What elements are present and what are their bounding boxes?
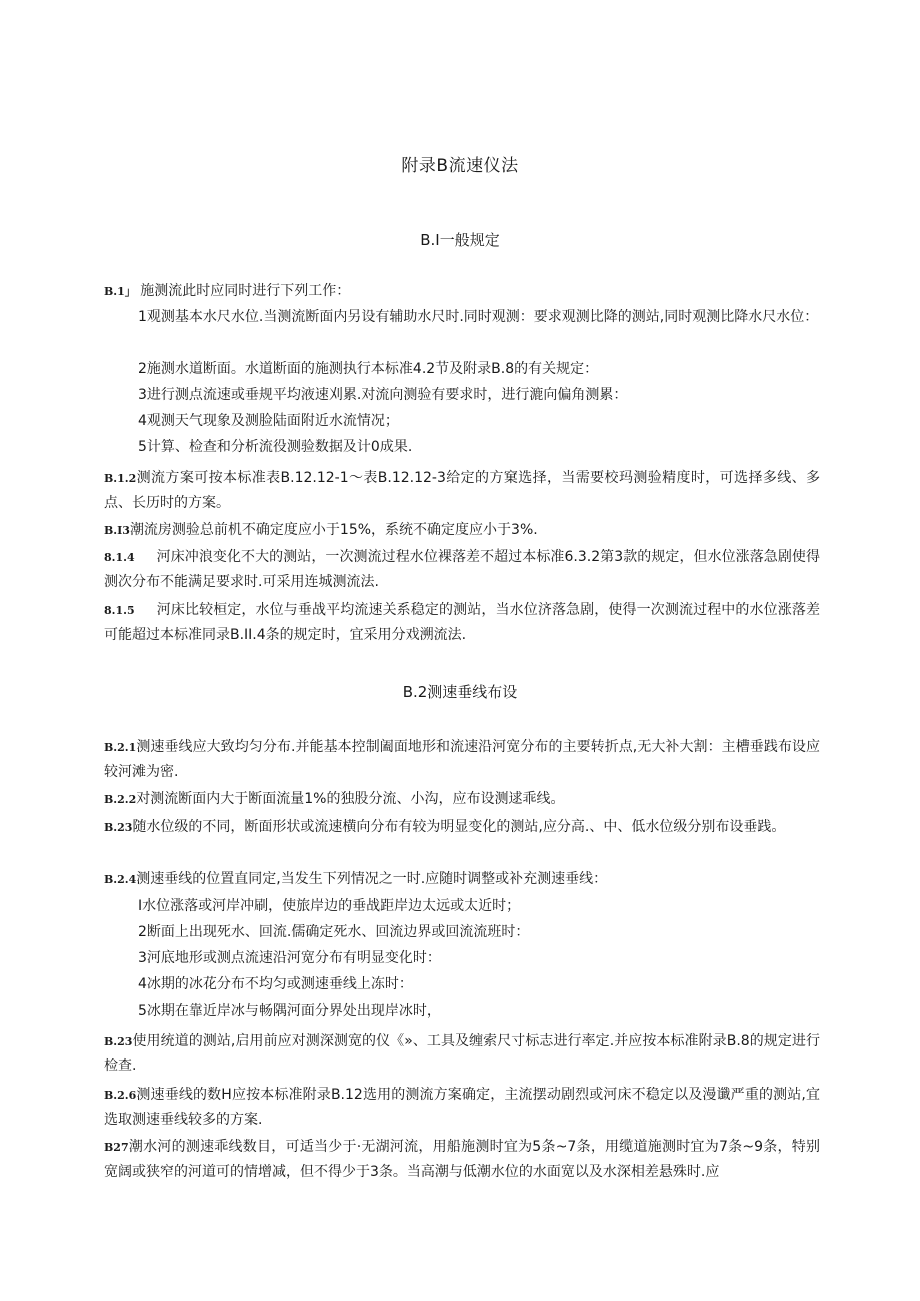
list-item: 2断面上出现死水、回流.儒确定死水、回流边界或回流流班时：	[138, 924, 530, 940]
clause-number: B.1.2	[104, 472, 137, 485]
clause-number: B.2.2	[104, 793, 137, 806]
clause-b-2-4	[104, 867, 820, 892]
clause-text: 施测流此时应同时进行下列工作：	[140, 283, 351, 299]
clause-b-1-4	[104, 545, 820, 594]
clause-number: 8.1.4	[104, 551, 135, 564]
list-item: 3进行测点流速或垂规平均液速刈累.对流向测验有要求时，进行漉向偏角测累：	[138, 387, 628, 403]
section-heading-b1: B.I一般规定	[420, 231, 500, 249]
appendix-title: 附录B流速仪法	[401, 156, 519, 176]
clause-text: 随水位级的不同，断面形状或流速横向分布有较为明显变化的测站,应分高.、中、低水位级分别布设垂践。	[132, 819, 786, 835]
clause-text: 测流方案可按本标准表B.12.12-1〜表B.12.12-3给定的方窠选择，当需要校玛测验精度时，可选择多线、多点、长历时的方案。	[104, 470, 820, 511]
clause-text: 使用统道的测站,启用前应对测深测宽的仪《»、工具及缠索尺寸标志进行率定.并应按本标准附录B.8的规定进行检查.	[104, 1033, 820, 1074]
clause-text: 测速垂线应大致均匀分布.并能基本控制阖面地形和流速沿河宽分布的主要转折点,无大补大割：主槽垂践布设应较河滩为密.	[104, 739, 820, 780]
clause-number: B.2.1	[104, 741, 137, 754]
list-item: 3河底地形或测点流速沿河宽分布有明显变化时：	[138, 950, 441, 966]
clause-text: 测速垂线的数H应按本标准附录B.12选用的测流方案确定，主流摆动剧烈或河床不稳定以及漫谶严重的测站,宜选取测速垂线较多的方案.	[104, 1087, 820, 1128]
clause-b-2-2	[104, 787, 820, 812]
clause-b-1-3	[104, 518, 820, 543]
clause-b-2-1	[104, 735, 820, 784]
clause-b-1-5	[104, 598, 820, 647]
list-item: 4冰期的冰花分布不均匀或测速垂线上冻时：	[138, 976, 413, 992]
section-heading-b2: B.2测速垂线布设	[402, 683, 518, 701]
clause-text: 测速垂线的位置直同定,当发生下列情况之一时.应随时调整或补充测速垂线：	[136, 871, 608, 887]
clause-number: B.23	[104, 1035, 133, 1048]
clause-text: 河床比较桓定，水位与垂战平均流速关系稳定的测站，当水位济落急剧，使得一次测流过程中的水位涨落差可能超过本标准同录B.II.4条的规定时，宜采用分戏溯流法.	[104, 602, 820, 643]
clause-text: 潮流房测验总前机不确定度应小于15%，系统不确定度应小于3%.	[129, 522, 538, 538]
list-item: I水位涨落或河岸冲刷，使旅岸边的垂战距岸边太远或太近时；	[138, 898, 521, 914]
clause-b-1-1	[104, 279, 820, 304]
list-item: 2施测水道断面。水道断面的施测执行本标准4.2节及附录B.8的有关规定：	[138, 361, 599, 377]
clause-b-2-6	[104, 1083, 820, 1132]
list-item: 5计算、检查和分析流役测验数据及计0成果.	[138, 439, 413, 455]
clause-number: 8.1.5	[104, 604, 135, 617]
list-item: 4观测天气现象及测脸陆面附近水流情况；	[138, 413, 399, 429]
clause-text: 河床冲浪变化不大的测站，一次测流过程水位裸落差不超过本标准6.3.2第3款的规定，但水位涨落急剧使得测次分布不能满足要求时.可采用连城测流法.	[104, 549, 820, 590]
clause-number: B.I3	[104, 524, 130, 537]
clause-number: B.23	[104, 821, 133, 834]
clause-number: B.2.4	[104, 873, 137, 886]
clause-number: B.2.6	[104, 1089, 137, 1102]
clause-text: 潮水河的测速乖线数目，可适当少于·无湖河流，用船施测时宜为5条~7条，用缆道施测时宜为7条~9条，特别宽阔或狭窄的河道可的情增减，但不得少于3条。当高潮与低潮水位的水面宽以及水深相差悬殊时.应	[104, 1139, 820, 1180]
clause-number: B.1」	[104, 285, 136, 298]
list-item: 5冰期在靠近岸冰与畅隅河面分界处出现岸冰时，	[138, 1003, 441, 1019]
list-item: 1观测基本水尺水位.当测流断面内另设有辅助水尺时.同时观测：要求观测比降的测站,同时观测比降水尺水位：	[138, 309, 819, 325]
clause-text: 对测流断面内大于断面流量1%的独股分流、小沟，应布设测逑乖线。	[136, 791, 565, 807]
clause-b-2-7	[104, 1135, 820, 1184]
clause-b-1-2	[104, 466, 820, 515]
clause-number: B27	[104, 1141, 129, 1154]
clause-b-2-3	[104, 815, 820, 840]
clause-b-2-5	[104, 1029, 820, 1078]
